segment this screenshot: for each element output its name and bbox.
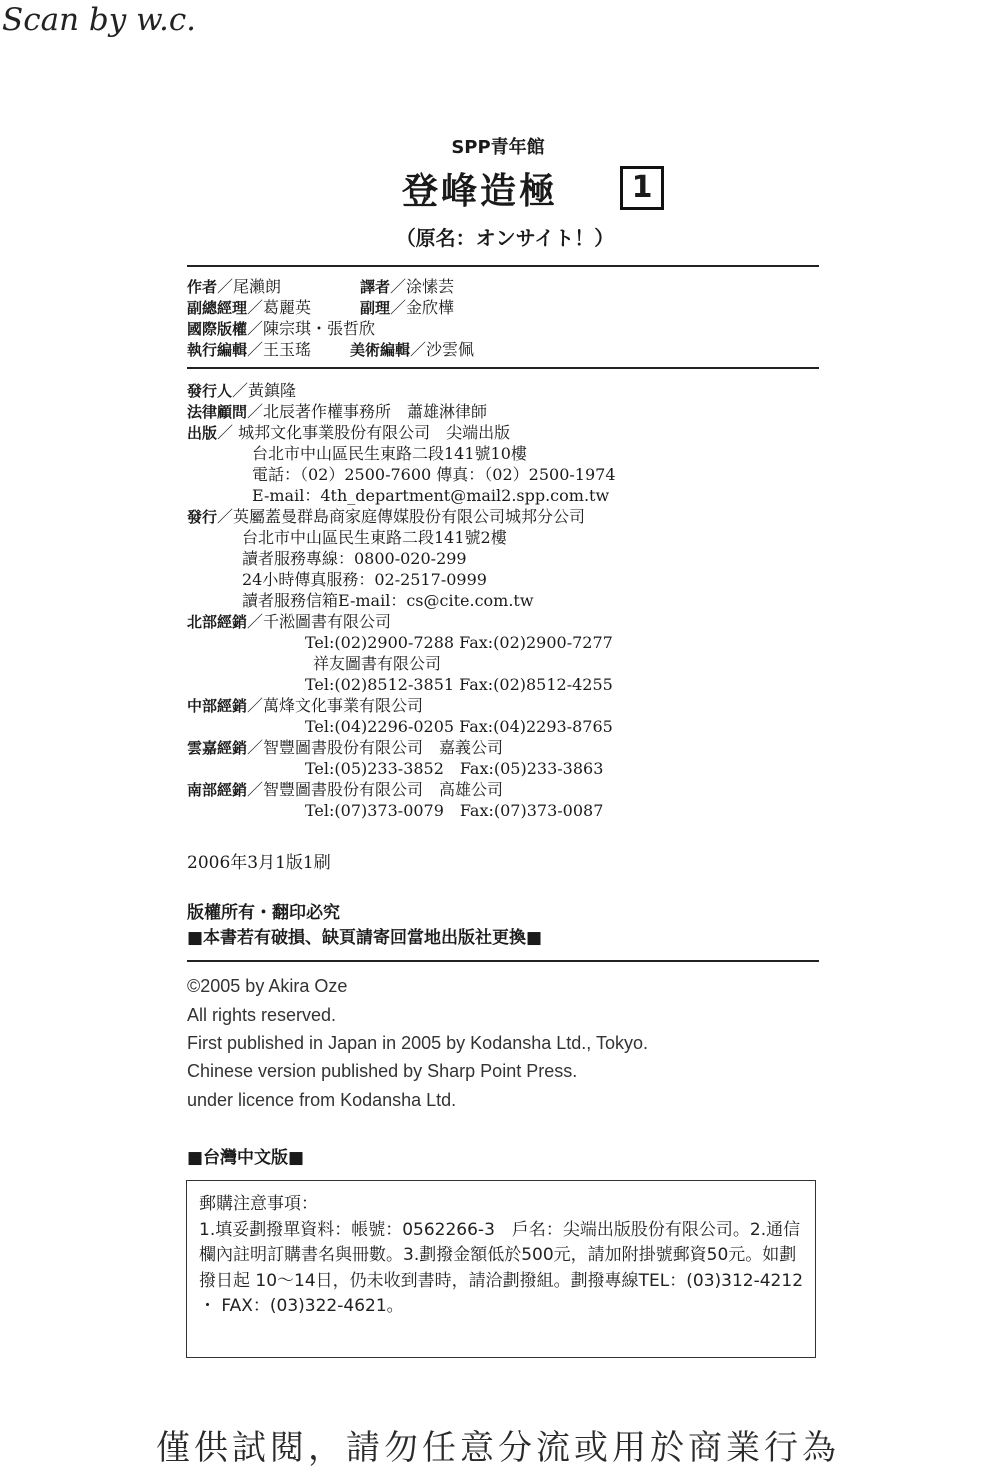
credit-value: ／尾瀨朗 [217, 277, 282, 296]
credit-assistant-manager [360, 297, 454, 319]
series-name: SPP青年館 [451, 137, 545, 158]
press-email: E-mail：4th_department@mail2.spp.com.tw [252, 486, 610, 505]
press-line [187, 422, 510, 444]
central-contact: Tel:(04)2296-0205 Fax:(04)2293-8765 [305, 717, 613, 736]
defect-notice: ■本書若有破損、缺頁請寄回當地出版社更換■ [187, 928, 543, 948]
credit-value: ／王玉瑤 [247, 340, 312, 359]
divider [187, 367, 819, 369]
central-label: 中部經銷 [187, 697, 248, 715]
credit-label: 副理 [360, 299, 391, 317]
distribution-email: 讀者服務信箱E-mail：cs@cite.com.tw [242, 591, 534, 610]
credit-label: 副總經理 [187, 299, 248, 317]
mail-order-text [199, 1192, 811, 1320]
publisher-label: 發行人 [187, 382, 233, 400]
north2-name: 祥友圖書有限公司 [313, 654, 442, 673]
legal-label: 法律顧問 [187, 403, 248, 421]
south-distributor [187, 779, 503, 801]
credit-editor [187, 339, 311, 361]
credit-value: ／金欣樺 [390, 298, 455, 317]
rights-notice: 版權所有・翻印必究 [187, 903, 340, 923]
chiayi-label: 雲嘉經銷 [187, 739, 248, 757]
distribution-line [187, 506, 585, 528]
north2-contact: Tel:(02)8512-3851 Fax:(02)8512-4255 [305, 675, 613, 694]
distribution-fax: 24小時傳真服務：02-2517-0999 [242, 570, 487, 589]
legal-value: ／北辰著作權事務所 蕭雄淋律師 [247, 402, 488, 421]
scan-credit: Scan by w.c. [2, 2, 197, 38]
volume-number: 1 [620, 166, 664, 210]
credit-label: 作者 [187, 278, 218, 296]
credit-label: 國際版權 [187, 320, 248, 338]
edition-label: ■台灣中文版■ [187, 1148, 305, 1168]
credit-label: 執行編輯 [187, 341, 248, 359]
credit-intl-rights [187, 318, 375, 340]
credit-value: ／葛麗英 [247, 298, 312, 317]
south-value: ／智豐圖書股份有限公司 高雄公司 [247, 780, 504, 799]
print-date: 2006年3月1版1刷 [187, 853, 331, 873]
divider [187, 960, 819, 962]
first-published-line: First published in Japan in 2005 by Kodansha Ltd., Tokyo. [187, 1033, 648, 1053]
distribution-address: 台北市中山區民生東路二段141號2樓 [242, 528, 507, 547]
chinese-version-line: Chinese version published by Sharp Point Press. [187, 1061, 578, 1081]
credit-author [187, 276, 281, 298]
south-label: 南部經銷 [187, 781, 248, 799]
north-distributor [187, 611, 391, 633]
central-value: ／萬烽文化事業有限公司 [247, 696, 424, 715]
credit-value: ／涂愫芸 [390, 277, 455, 296]
credit-value: ／沙雲佩 [410, 340, 475, 359]
legal-line [187, 401, 487, 423]
distribution-hotline: 讀者服務專線：0800-020-299 [242, 549, 467, 568]
credit-vice-gm [187, 297, 311, 319]
chiayi-contact: Tel:(05)233-3852 Fax:(05)233-3863 [305, 759, 604, 778]
divider [187, 265, 819, 267]
north-label: 北部經銷 [187, 613, 248, 631]
footer-watermark: 僅供試閱，請勿任意分流或用於商業行為 [156, 1428, 840, 1468]
copyright-line: ©2005 by Akira Oze [187, 976, 348, 996]
publisher-line [187, 380, 296, 402]
central-distributor [187, 695, 423, 717]
press-label: 出版 [187, 424, 218, 442]
distribution-value: ／英屬蓋曼群島商家庭傳媒股份有限公司城邦分公司 [217, 507, 586, 526]
chiayi-value: ／智豐圖書股份有限公司 嘉義公司 [247, 738, 504, 757]
south-contact: Tel:(07)373-0079 Fax:(07)373-0087 [305, 801, 604, 820]
credit-label: 譯者 [360, 278, 391, 296]
distribution-label: 發行 [187, 508, 218, 526]
rights-reserved-line: All rights reserved. [187, 1005, 337, 1025]
press-phone: 電話：（02）2500-7600 傳真：（02）2500-1974 [252, 465, 616, 484]
mail-order-title: 郵購注意事項： [199, 1194, 318, 1214]
publisher-value: ／黃鎮隆 [232, 381, 297, 400]
press-address: 台北市中山區民生東路二段141號10樓 [252, 444, 527, 463]
chiayi-distributor [187, 737, 503, 759]
credit-value: ／陳宗琪・張哲欣 [247, 319, 376, 338]
book-title: 登峰造極 [402, 171, 559, 212]
credit-label: 美術編輯 [350, 341, 411, 359]
north-contact: Tel:(02)2900-7288 Fax:(02)2900-7277 [305, 633, 613, 652]
original-title: （原名：オンサイト！） [395, 226, 615, 250]
licence-line: under licence from Kodansha Ltd. [187, 1090, 457, 1110]
press-value: ／ 城邦文化事業股份有限公司 尖端出版 [217, 423, 511, 442]
north-value: ／千淞圖書有限公司 [247, 612, 392, 631]
credit-art-editor [350, 339, 474, 361]
mail-order-body: 1.填妥劃撥單資料：帳號：0562266-3 戶名：尖端出版股份有限公司。2.通信欄內註明訂購書名與冊數。3.劃撥金額低於500元，請加附掛號郵資50元。如劃撥日起 10～14日，仍未收到書時，請洽劃撥組。劃撥專線TEL：(03)312-4212 ・ FAX：(03)322-4621。 [199, 1219, 804, 1316]
credit-translator [360, 276, 454, 298]
